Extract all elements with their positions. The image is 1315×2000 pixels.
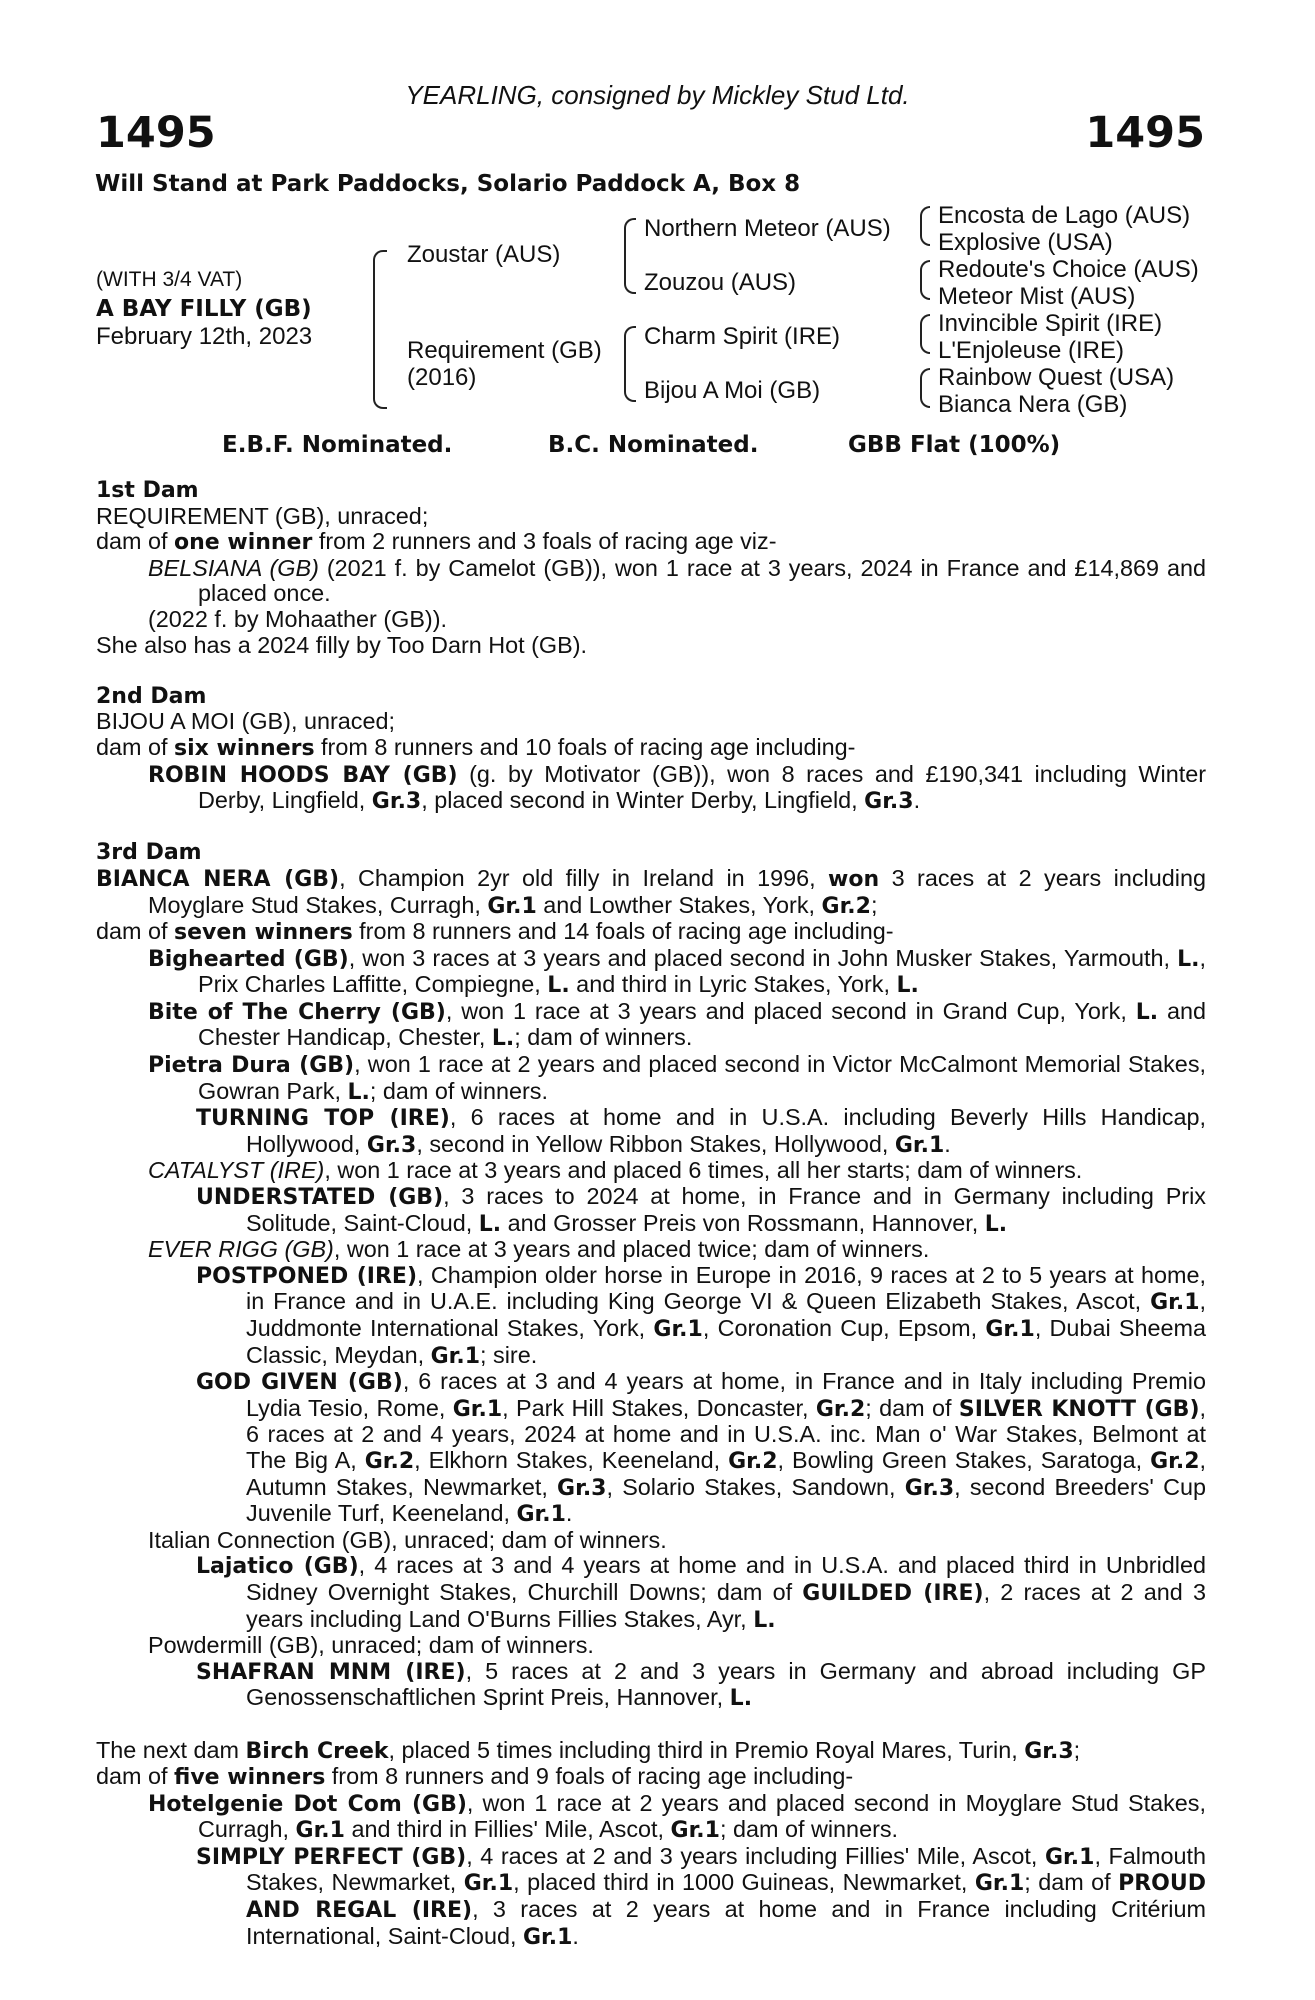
catalogue-body	[96, 478, 1206, 1950]
gen4-8: Bianca Nera (GB)	[938, 391, 1128, 418]
produce-entry: GOD GIVEN (GB), 6 races at 3 and 4 years at home, in France and in Italy including Premio Lydia Tesio, Rome, Gr.1, Park Hill Stakes, Doncaster, Gr.2; dam of SILVER KNOTT (GB), 6 races at 2 and 4 years, 2024 at home and in U.S.A. inc. Man o' War Stakes, Belmont at The Big A, Gr.2, Elkhorn Stakes, Keeneland, Gr.2, Bowling Green Stakes, Saratoga, Gr.2, Autumn Stakes, Newmarket, Gr.3, Solario Stakes, Sandown, Gr.3, second Breeders' Cup Juvenile Turf, Keeneland, Gr.1.	[196, 1368, 1207, 1528]
pedigree-brace-g2	[920, 260, 930, 300]
second-dam-produce: dam of six winners from 8 runners and 10 foals of racing age including-	[96, 733, 856, 761]
pedigree-brace-g1	[920, 206, 930, 246]
first-dam-produce: dam of one winner from 2 runners and 3 foals of racing age viz-	[96, 528, 777, 556]
first-dam-note: She also has a 2024 filly by Too Darn Hot (GB).	[96, 631, 588, 658]
ebf-nomination: E.B.F. Nominated.	[222, 432, 453, 458]
second-dam-heading: 2nd Dam	[96, 683, 207, 709]
vat-note: (WITH 3/4 VAT)	[96, 268, 243, 291]
gen4-1: Encosta de Lago (AUS)	[938, 202, 1191, 229]
gbb-status: GBB Flat (100%)	[848, 432, 1061, 458]
sire-name: Zoustar (AUS)	[407, 241, 561, 268]
produce-entry: SIMPLY PERFECT (GB), 4 races at 2 and 3 years including Fillies' Mile, Ascot, Gr.1, Falmouth Stakes, Newmarket, Gr.1, placed third in 1000 Guineas, Newmarket, Gr.1; dam of PROUD AND REGAL (IRE), 3 races at 2 years at home and in France including Critérium International, Saint-Cloud, Gr.1.	[196, 1842, 1207, 1950]
produce-entry: ROBIN HOODS BAY (GB) (g. by Motivator (GB)), won 8 races and £190,341 including Winter Derby, Lingfield, Gr.3, placed second in Winter Derby, Lingfield, Gr.3.	[148, 760, 1206, 815]
produce-entry: Lajatico (GB), 4 races at 3 and 4 years at home and in U.S.A. and placed third in Unbridled Sidney Overnight Stakes, Churchill Downs; dam of GUILDED (IRE), 2 races at 2 and 3 years including Land O'Burns Fillies Stakes, Ayr, L.	[196, 1552, 1206, 1633]
produce-entry: CATALYST (IRE), won 1 race at 3 years and placed 6 times, all her starts; dam of winners.	[148, 1157, 1083, 1184]
first-dam-line: REQUIREMENT (GB), unraced;	[96, 502, 429, 529]
produce-entry: BELSIANA (GB) (2021 f. by Camelot (GB)), won 1 race at 3 years, 2024 in France and £14,869 and placed once.	[148, 554, 1206, 607]
gen4-6: L'Enjoleuse (IRE)	[938, 337, 1124, 364]
third-dam-line: BIANCA NERA (GB), Champion 2yr old filly in Ireland in 1996, won 3 races at 2 years including Moyglare Stud Stakes, Curragh, Gr.1 and Lowther Stakes, York, Gr.2;	[96, 864, 1206, 919]
produce-entry: Hotelgenie Dot Com (GB), won 1 race at 2 years and placed second in Moyglare Stud Stakes, Curragh, Gr.1 and third in Fillies' Mile, Ascot, Gr.1; dam of winners.	[148, 1789, 1206, 1844]
dam-year: (2016)	[407, 364, 477, 391]
gen4-4: Meteor Mist (AUS)	[938, 283, 1136, 310]
produce-entry: Bighearted (GB), won 3 races at 3 years and placed second in John Musker Stakes, Yarmouth, L., Prix Charles Laffitte, Compiegne, L. and third in Lyric Stakes, York, L.	[148, 944, 1206, 999]
third-dam-heading: 3rd Dam	[96, 840, 202, 866]
bc-nomination: B.C. Nominated.	[548, 432, 759, 458]
produce-entry: Italian Connection (GB), unraced; dam of winners.	[148, 1526, 667, 1553]
gen4-7: Rainbow Quest (USA)	[938, 364, 1175, 391]
horse-name: A BAY FILLY (GB)	[96, 296, 312, 322]
next-dam-line: The next dam Birch Creek, placed 5 times including third in Premio Royal Mares, Turin, Gr.3;	[96, 1736, 1081, 1764]
second-dam-line: BIJOU A MOI (GB), unraced;	[96, 708, 395, 735]
sire-dam: Zouzou (AUS)	[644, 269, 797, 296]
produce-entry: TURNING TOP (IRE), 6 races at home and in U.S.A. including Beverly Hills Handicap, Hollywood, Gr.3, second in Yellow Ribbon Stakes, Hollywood, Gr.1.	[196, 1104, 1207, 1158]
next-dam-produce: dam of five winners from 8 runners and 9 foals of racing age including-	[96, 1763, 854, 1791]
sire-sire: Northern Meteor (AUS)	[644, 215, 891, 242]
dam-name: Requirement (GB)	[407, 337, 602, 364]
dam-dam: Bijou A Moi (GB)	[644, 377, 821, 404]
lot-number-right: 1495	[1085, 108, 1205, 158]
pedigree-brace-dam	[624, 326, 636, 402]
pedigree-brace-sire	[624, 218, 636, 294]
gen4-2: Explosive (USA)	[938, 229, 1113, 256]
pedigree-brace-g3	[920, 314, 930, 354]
produce-entry: Pietra Dura (GB), won 1 race at 2 years and placed second in Victor McCalmont Memorial Stakes, Gowran Park, L.; dam of winners.	[148, 1051, 1207, 1105]
produce-entry: SHAFRAN MNM (IRE), 5 races at 2 and 3 years in Germany and abroad including GP Genossenschaftlichen Sprint Preis, Hannover, L.	[196, 1657, 1206, 1712]
pedigree-brace-main	[373, 250, 387, 409]
first-dam-heading: 1st Dam	[96, 478, 199, 503]
consignment-line: YEARLING, consigned by Mickley Stud Ltd.	[405, 80, 910, 110]
produce-entry: EVER RIGG (GB), won 1 race at 3 years and placed twice; dam of winners.	[148, 1236, 930, 1263]
produce-entry: (2022 f. by Mohaather (GB)).	[148, 605, 448, 632]
produce-entry: Bite of The Cherry (GB), won 1 race at 3 years and placed second in Grand Cup, York, L. and Chester Handicap, Chester, L.; dam of winners.	[148, 997, 1206, 1052]
stand-location: Will Stand at Park Paddocks, Solario Paddock A, Box 8	[95, 171, 801, 197]
gen4-5: Invincible Spirit (IRE)	[938, 310, 1163, 337]
dam-sire: Charm Spirit (IRE)	[644, 323, 841, 350]
foaling-date: February 12th, 2023	[96, 323, 313, 350]
produce-entry: POSTPONED (IRE), Champion older horse in Europe in 2016, 9 races at 2 to 5 years at home, in France and in U.A.E. including King George VI & Queen Elizabeth Stakes, Ascot, Gr.1, Juddmonte International Stakes, York, Gr.1, Coronation Cup, Epsom, Gr.1, Dubai Sheema Classic, Meydan, Gr.1; sire.	[196, 1261, 1206, 1369]
gen4-3: Redoute's Choice (AUS)	[938, 256, 1199, 283]
lot-number-left: 1495	[96, 108, 216, 158]
produce-entry: Powdermill (GB), unraced; dam of winners.	[148, 1632, 594, 1659]
pedigree-brace-g4	[920, 368, 930, 408]
third-dam-produce: dam of seven winners from 8 runners and 14 foals of racing age including-	[96, 918, 894, 946]
produce-entry: UNDERSTATED (GB), 3 races to 2024 at home, in France and in Germany including Prix Solitude, Saint-Cloud, L. and Grosser Preis von Rossmann, Hannover, L.	[196, 1183, 1206, 1237]
